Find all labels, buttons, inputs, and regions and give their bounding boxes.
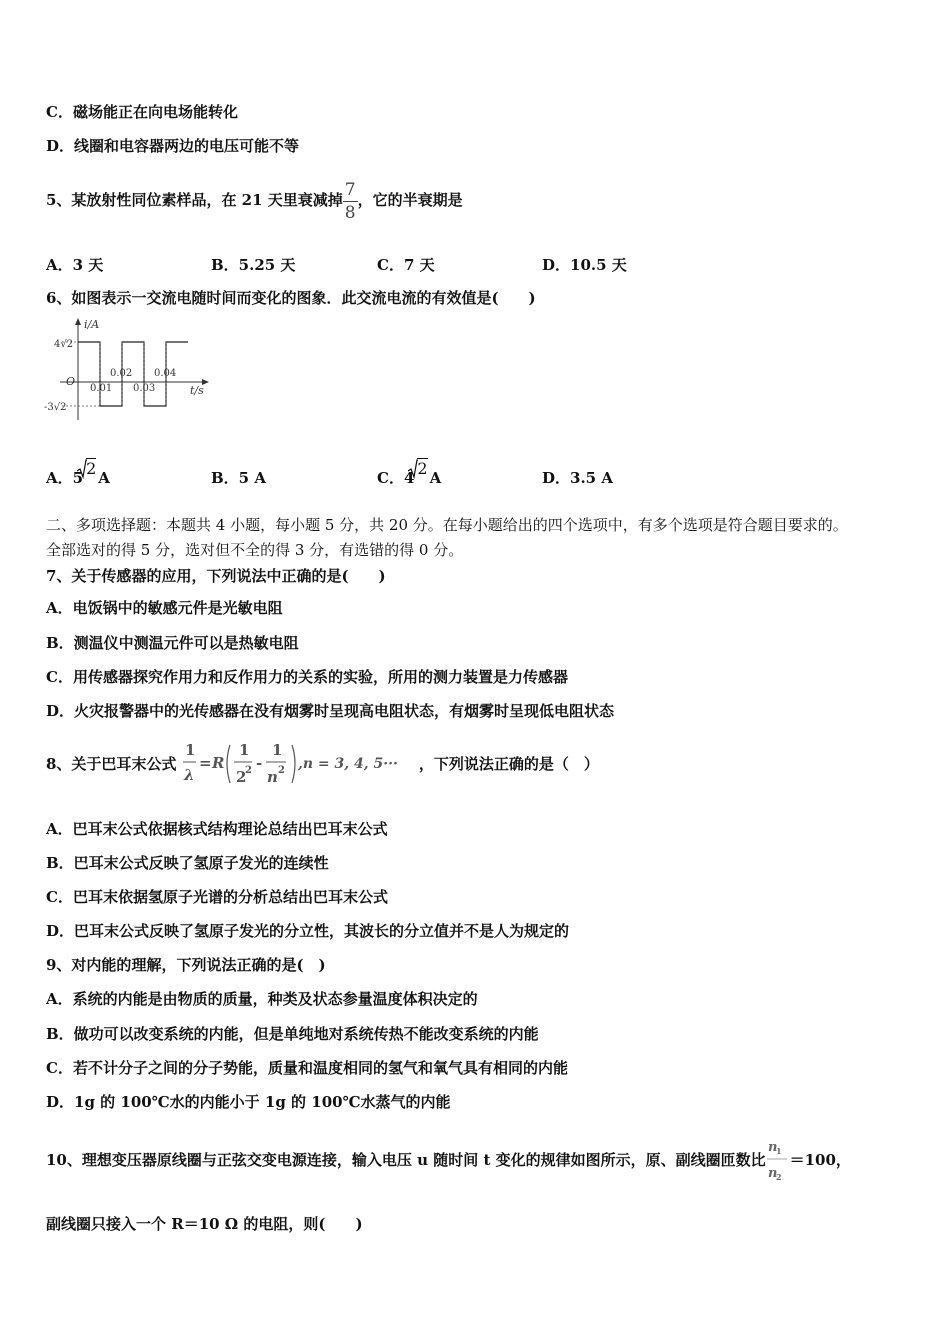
- svg-text:1: 1: [271, 741, 283, 759]
- q7-option-b: B．测温仪中测温元件可以是热敏电阻: [46, 634, 299, 652]
- q4-option-c: C．磁场能正在向电场能转化: [46, 103, 238, 121]
- svg-text:=: =: [198, 754, 212, 772]
- svg-text:R: R: [211, 754, 225, 772]
- q6-option-c-sqrt: [417, 459, 427, 479]
- q5-option-b: B．5.25 天: [211, 256, 296, 274]
- q5-options: [46, 255, 926, 277]
- section2-line1: 二、多项选择题：本题共 4 小题，每小题 5 分，共 20 分。在每小题给出的四个选项中，有多个选项是符合题目要求的。: [46, 516, 848, 534]
- q6-stem: 6、如图表示一交流电随时间而变化的图象．此交流电流的有效值是( ): [46, 289, 536, 307]
- q6-option-c-pre: C．4: [377, 469, 415, 487]
- section2-line2: 全部选对的得 5 分，选对但不全的得 3 分，有选错的得 0 分。: [46, 541, 464, 559]
- svg-text:λ: λ: [183, 766, 195, 784]
- q6-option-c-post: A: [429, 469, 442, 487]
- q6-y-arrow: [75, 318, 81, 325]
- q9-option-b: B．做功可以改变系统的内能，但是单纯地对系统传热不能改变系统的内能: [46, 1025, 539, 1043]
- q8-balmer-formula: [182, 737, 414, 793]
- q6-option-a: [46, 459, 110, 488]
- q8-option-d: D．巴耳末公式反映了氢原子发光的分立性，其波长的分立值并不是人为规定的: [46, 922, 570, 940]
- q8-stem: [46, 734, 599, 794]
- q6-option-a-sqrt: [86, 459, 96, 479]
- q6-option-c: [377, 459, 442, 488]
- q6-tick-004: 0.04: [154, 368, 177, 379]
- svg-text:2: 2: [775, 1172, 782, 1182]
- q6-y-pos-label: 4√2: [54, 339, 74, 350]
- q6-option-d: D．3.5 A: [542, 469, 613, 487]
- q10-stem-pre: 10、理想变压器原线圈与正弦交变电源连接，输入电压 u 随时间 t 变化的规律如图所示，原、副线圈匝数比: [46, 1151, 766, 1169]
- q6-option-a-post: A: [98, 469, 110, 487]
- svg-text:1: 1: [775, 1146, 782, 1156]
- q8-option-a: A．巴耳末公式依据核式结构理论总结出巴耳末公式: [46, 820, 388, 838]
- q5-stem: [46, 170, 463, 230]
- svg-text:2: 2: [235, 768, 247, 786]
- q6-option-a-pre: A．5: [46, 469, 84, 487]
- q5-option-a: A．3 天: [46, 256, 104, 274]
- q5-fraction: [343, 179, 358, 224]
- q5-option-c: C．7 天: [377, 256, 435, 274]
- svg-text:n: n: [767, 1166, 778, 1181]
- q6-tick-002: 0.02: [110, 368, 133, 379]
- svg-text:1: 1: [184, 741, 196, 759]
- q10-stem: [46, 1125, 851, 1195]
- q6-current-graph: [40, 314, 215, 424]
- q6-option-a-radical-icon: [77, 459, 87, 479]
- svg-text:1: 1: [238, 741, 250, 759]
- q7-option-d: D．火灾报警器中的光传感器在没有烟雾时呈现高电阻状态，有烟雾时呈现低电阻状态: [46, 702, 615, 720]
- q7-option-c: C．用传感器探究作用力和反作用力的关系的实验，所用的测力装置是力传感器: [46, 668, 568, 686]
- q5-frac-den: 8: [344, 202, 356, 223]
- q7-option-a: A．电饭锅中的敏感元件是光敏电阻: [46, 599, 283, 617]
- q5-option-d: D．10.5 天: [542, 256, 627, 274]
- q8-option-c: C．巴耳末依据氢原子光谱的分析总结出巴耳末公式: [46, 888, 388, 906]
- q6-option-c-radical-icon: [408, 459, 418, 479]
- q6-option-b: B．5 A: [211, 469, 266, 487]
- q10-turns-ratio: [766, 1136, 790, 1186]
- q9-stem: 9、对内能的理解，下列说法正确的是( ): [46, 956, 326, 974]
- q4-option-d: D．线圈和电容器两边的电压可能不等: [46, 137, 300, 155]
- q6-x-axis-label: t/s: [190, 384, 204, 397]
- q10-ratio-tail: ＝100，: [789, 1151, 851, 1169]
- q9-option-a: A．系统的内能是由物质的质量，种类及状态参量温度体积决定的: [46, 990, 478, 1008]
- q9-option-d: D．1g 的 100℃水的内能小于 1g 的 100℃水蒸气的内能: [46, 1093, 451, 1111]
- svg-text:2: 2: [244, 765, 252, 776]
- q6-y-neg-label: -3√2: [44, 402, 67, 413]
- svg-text:-: -: [255, 754, 262, 772]
- svg-text:2: 2: [277, 765, 285, 776]
- q6-y-axis-label: i/A: [84, 318, 100, 331]
- q5-frac-num: 7: [344, 179, 356, 200]
- q6-origin-label: O: [66, 375, 76, 388]
- q5-stem-pre: 5、某放射性同位素样品，在 21 天里衰减掉: [46, 191, 343, 209]
- q6-tick-001: 0.01: [90, 383, 113, 394]
- q6-option-c-radicand: 2: [417, 459, 428, 478]
- q10-line2: 副线圈只接入一个 R＝10 Ω 的电阻，则( ): [46, 1215, 363, 1233]
- q8-formula-tail: ,n = 3, 4, 5···: [297, 756, 398, 772]
- q5-stem-post: ，它的半衰期是: [357, 191, 463, 209]
- q8-option-b: B．巴耳末公式反映了氢原子发光的连续性: [46, 854, 329, 872]
- q6-options: [46, 460, 926, 490]
- svg-text:n: n: [266, 768, 278, 786]
- q9-option-c: C．若不计分子之间的分子势能，质量和温度相同的氢气和氧气具有相同的内能: [46, 1059, 568, 1077]
- q8-stem-pre: 8、关于巴耳末公式: [46, 755, 177, 773]
- svg-text:n: n: [767, 1140, 778, 1155]
- q6-option-a-radicand: 2: [86, 459, 97, 478]
- q8-stem-post: ，下列说法正确的是（ ）: [418, 755, 599, 773]
- q7-stem: 7、关于传感器的应用，下列说法中正确的是( ): [46, 567, 386, 585]
- q6-tick-003: 0.03: [133, 383, 156, 394]
